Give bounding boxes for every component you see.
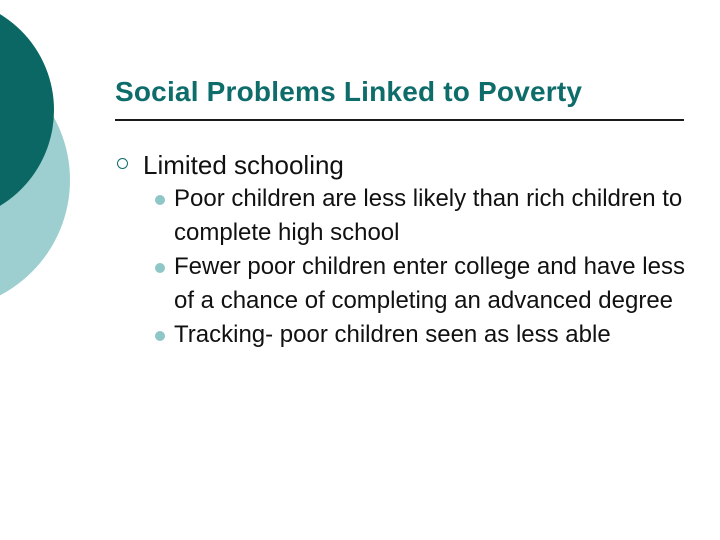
filled-dot-icon [155, 331, 165, 341]
bullet-list [0, 148, 720, 352]
sub-bullet-text: Fewer poor children enter college and have less of a chance of completing an advanced degree [174, 253, 685, 314]
hollow-circle-icon [117, 158, 128, 169]
sub-bullet-text: Tracking- poor children seen as less able [174, 321, 611, 348]
filled-dot-icon [155, 263, 165, 273]
sub-bullet-item [0, 250, 720, 318]
sub-bullet-text: Poor children are less likely than rich children to complete high school [174, 185, 683, 246]
bullet-item [0, 148, 720, 182]
title-divider [115, 119, 684, 121]
bullet-text: Limited schooling [143, 150, 344, 180]
slide-title: Social Problems Linked to Poverty [115, 76, 583, 107]
sub-bullet-item [0, 318, 720, 352]
sub-bullet-item [0, 182, 720, 250]
filled-dot-icon [155, 195, 165, 205]
